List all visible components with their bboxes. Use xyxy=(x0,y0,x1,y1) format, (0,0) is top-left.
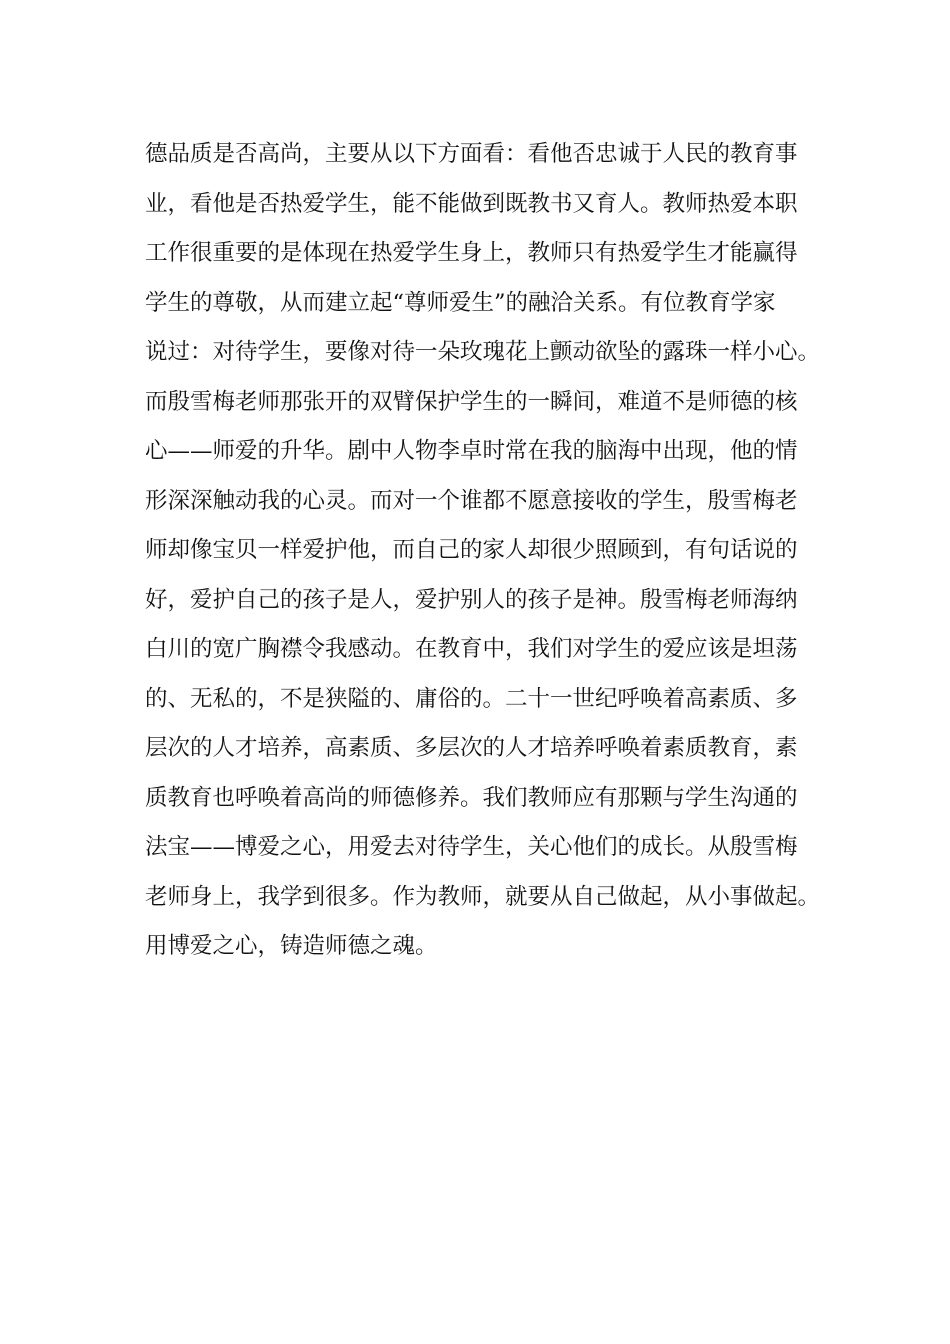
text-line: 法宝——博爱之心，用爱去对待学生，关心他们的成长。从殷雪梅 xyxy=(145,834,798,860)
text-line: 质教育也呼唤着高尚的师德修养。我们教师应有那颗与学生沟通的 xyxy=(145,784,798,811)
text-line: 形深深触动我的心灵。而对一个谁都不愿意接收的学生，殷雪梅老 xyxy=(145,487,798,514)
text-line: 师却像宝贝一样爱护他，而自己的家人却很少照顾到，有句话说的 xyxy=(145,537,798,563)
body-paragraph xyxy=(145,130,835,972)
text-line: 的、无私的，不是狭隘的、庸俗的。二十一世纪呼唤着高素质、多 xyxy=(145,685,798,712)
text-line: 说过：对待学生，要像对待一朵玫瑰花上颤动欲坠的露珠一样小心。 xyxy=(145,339,821,365)
text-line: 老师身上，我学到很多。作为教师，就要从自己做起，从小事做起。 xyxy=(145,883,821,910)
text-line: 心——师爱的升华。剧中人物李卓时常在我的脑海中出现，他的情 xyxy=(145,438,798,464)
text-line: 学生的尊敬，从而建立起“尊师爱生”的融洽关系。有位教育学家 xyxy=(145,289,776,316)
text-line: 而殷雪梅老师那张开的双臂保护学生的一瞬间，难道不是师德的核 xyxy=(145,388,798,415)
text-line: 好，爱护自己的孩子是人，爱护别人的孩子是神。殷雪梅老师海纳 xyxy=(145,586,798,613)
text-line: 用博爱之心，铸造师德之魂。 xyxy=(145,933,438,959)
text-line: 德品质是否高尚，主要从以下方面看：看他否忠诚于人民的教育事 xyxy=(145,141,798,167)
text-line: 业，看他是否热爱学生，能不能做到既教书又育人。教师热爱本职 xyxy=(145,190,798,217)
text-line: 层次的人才培养，高素质、多层次的人才培养呼唤着素质教育，素 xyxy=(145,735,798,761)
text-line: 白川的宽广胸襟令我感动。在教育中，我们对学生的爱应该是坦荡 xyxy=(145,636,798,662)
text-line: 工作很重要的是体现在热爱学生身上，教师只有热爱学生才能赢得 xyxy=(145,240,798,266)
